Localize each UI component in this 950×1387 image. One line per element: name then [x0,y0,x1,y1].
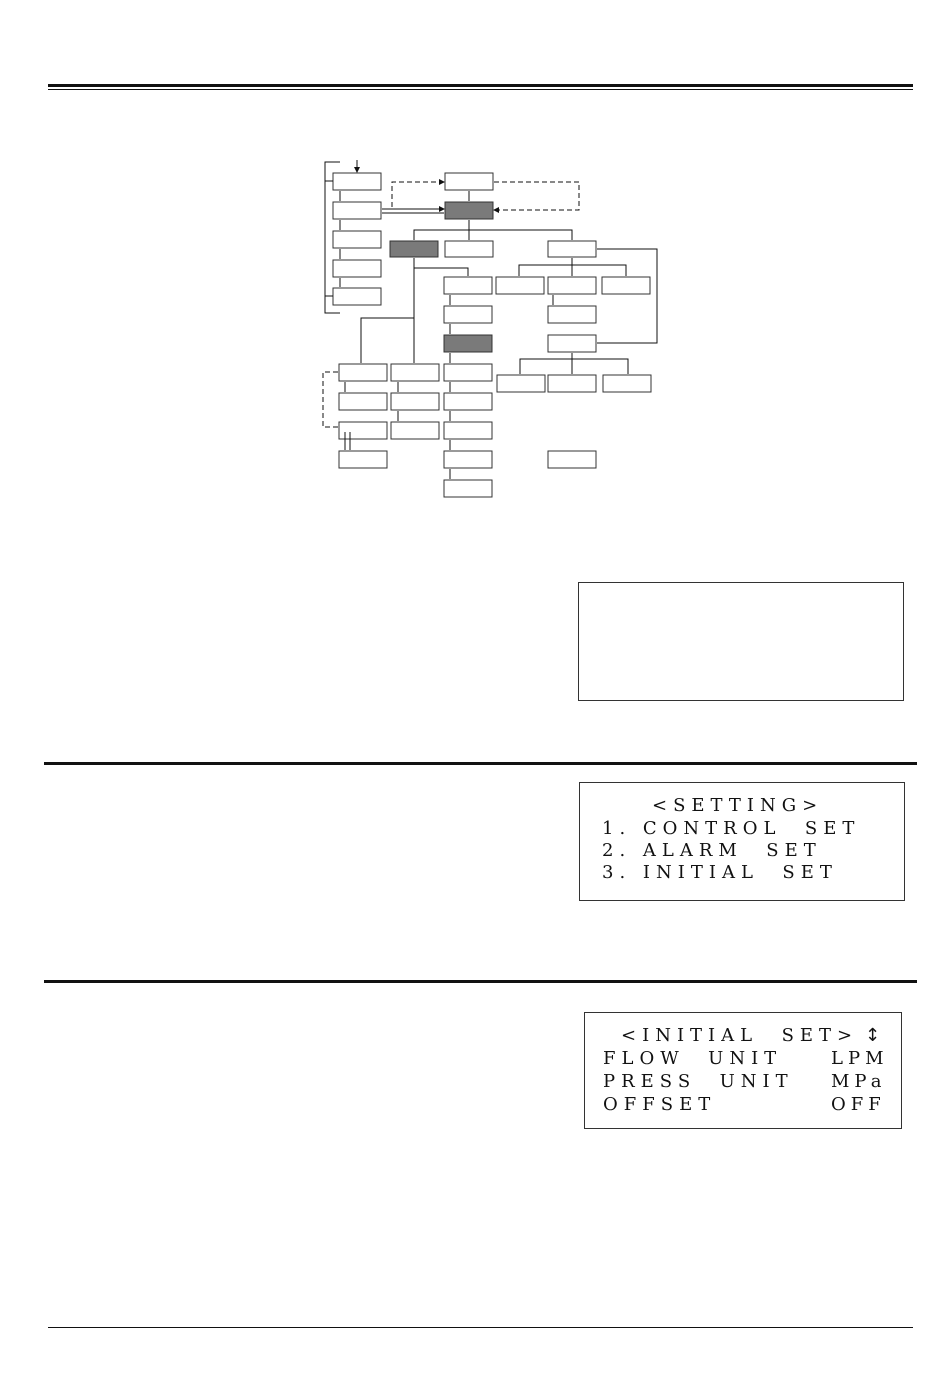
menu-box [445,241,493,257]
menu-box [391,422,439,439]
menu-box [603,375,651,392]
menu-box [548,335,596,352]
menu-box [444,451,492,468]
menu-box [444,306,492,323]
menu-box [444,422,492,439]
setting-title: <SETTING> [652,795,824,816]
menu-structure-diagram [0,0,950,520]
press-unit-value: MPa [831,1071,887,1092]
menu-box [391,364,439,381]
menu-box [444,277,492,294]
menu-box-highlighted [390,241,438,257]
menu-box [445,173,493,190]
flow-unit-label: FLOW UNIT [603,1048,783,1069]
menu-box [444,480,492,497]
offset-label: OFFSET [603,1094,717,1115]
offset-value: OFF [831,1094,886,1115]
press-unit-label: PRESS UNIT [603,1071,794,1092]
menu-box-highlighted [444,335,492,352]
section-rule-2 [44,980,917,983]
menu-box [339,364,387,381]
menu-box [548,375,596,392]
setting-lcd-screen [579,782,905,901]
menu-box-highlighted [445,202,493,219]
blank-display-box [578,582,904,701]
menu-box [339,451,387,468]
menu-box [444,393,492,410]
menu-box [333,173,381,190]
menu-box [548,306,596,323]
menu-box [333,260,381,277]
menu-box [339,393,387,410]
up-down-arrow-icon: ↕ [865,1025,881,1046]
menu-box [391,393,439,410]
setting-item-control: 1. CONTROL SET [602,818,861,839]
menu-box [333,202,381,219]
menu-box [444,364,492,381]
footer-rule [48,1327,913,1328]
setting-item-alarm: 2. ALARM SET [602,840,822,861]
initial-set-title: <INITIAL SET> [621,1025,859,1046]
menu-box [548,241,596,257]
initial-set-lcd-screen [584,1012,902,1129]
menu-box [602,277,650,294]
menu-box [548,277,596,294]
flow-unit-value: LPM [831,1048,889,1069]
section-rule-1 [44,762,917,765]
menu-box [333,231,381,248]
menu-box [548,451,596,468]
menu-box [339,422,387,439]
menu-box [497,375,545,392]
setting-item-initial: 3. INITIAL SET [602,862,838,883]
menu-box [496,277,544,294]
menu-box [333,288,381,305]
